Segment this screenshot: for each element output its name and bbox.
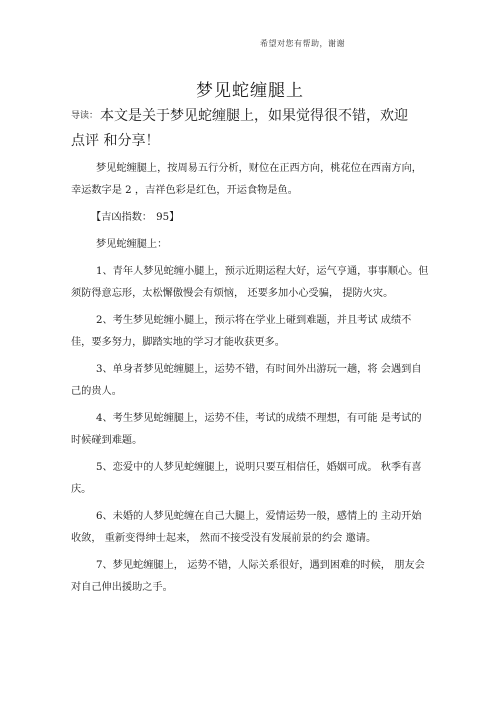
intro-paragraph: 梦见蛇缠腿上，按周易五行分析，财位在正西方向，桃花位在西南方向，幸运数字是 2 ，吉祥色彩是红色，开运食物是鱼。 xyxy=(71,163,422,196)
list-item: 4、考生梦见蛇缠腿上，运势不佳，考试的成绩不理想，有可能 是考试的时候碰到难题。 xyxy=(71,413,422,446)
score-label: 【吉凶指数： xyxy=(91,212,153,223)
score-line xyxy=(71,207,431,229)
list-item: 6、未婚的人梦见蛇缠在自己大腿上，爱情运势一般，感情上的 主动开始收敛， 重新变得绅士起来， 然而不接受没有发展前景的约会 邀请。 xyxy=(71,511,422,544)
lead-text: 本文是关于梦见蛇缠腿上，如果觉得很不错，欢迎点评 和分享！ xyxy=(71,108,409,149)
list-item: 5、恋爱中的人梦见蛇缠腿上，说明只要互相信任，婚姻可成。 秋季有喜庆。 xyxy=(71,462,422,495)
page-title: 梦见蛇缠腿上 xyxy=(196,81,304,101)
lead-paragraph xyxy=(71,104,411,154)
lead-label: 导读： xyxy=(71,111,99,121)
section-title: 梦见蛇缠腿上： xyxy=(96,239,168,250)
list-item: 2、考生梦见蛇缠小腿上，预示将在学业上碰到难题，并且考试 成绩不佳，要多努力，脚踏实地的学习才能收获更多。 xyxy=(71,315,412,348)
list-item: 1、青年人梦见蛇缠小腿上，预示近期运程大好，运气亨通，事事顺心。但须防得意忘形，太松懈傲慢会有烦恼， 还要多加小心受骗， 提防火灾。 xyxy=(71,266,429,299)
list-item: 3、单身者梦见蛇缠腿上，运势不错，有时间外出游玩一趟，将 会遇到自己的贵人。 xyxy=(71,364,422,397)
header-note: 希望对您有帮助，谢谢 xyxy=(260,39,345,48)
score-value: 95】 xyxy=(156,212,180,223)
list-item: 7、梦见蛇缠腿上， 运势不错，人际关系很好，遇到困难的时候， 朋友会对自己伸出援助之手。 xyxy=(71,560,425,593)
article-body xyxy=(71,158,431,604)
